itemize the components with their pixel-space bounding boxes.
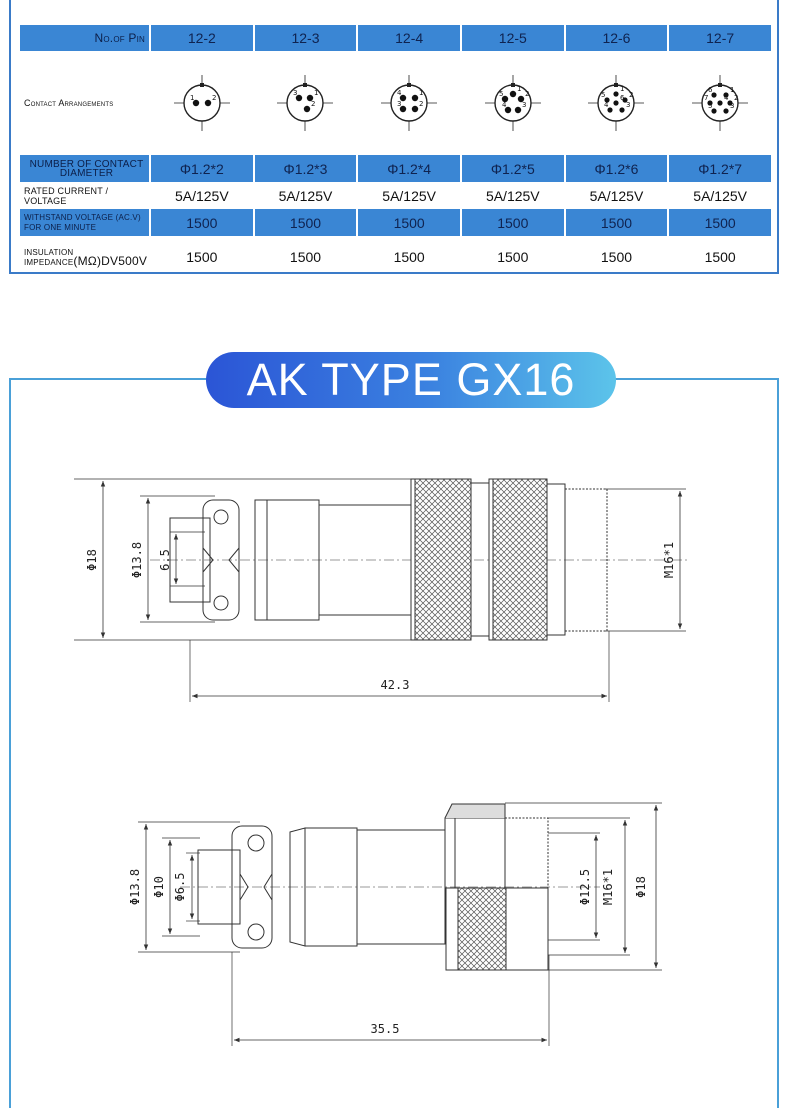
pin-header-4: 12-5 <box>462 25 564 51</box>
pin-number: 5 <box>601 91 606 99</box>
withstand-value: 1500 <box>255 209 357 236</box>
pin-number: 2 <box>311 100 316 108</box>
diameter-label-line1: NUMBER OF CONTACT <box>29 158 144 170</box>
pin-number: 7 <box>704 94 709 102</box>
pin-number: 5 <box>708 102 713 110</box>
pin-header-6: 12-7 <box>669 25 771 51</box>
pin-number: 1 <box>419 89 424 97</box>
dim-bottom-35-5: 35.5 <box>370 1022 400 1036</box>
diameter-value: Φ1.2*5 <box>462 155 564 182</box>
insulation-value: 1500 <box>600 249 633 265</box>
contact-arrangements-label: Contact Arrangements <box>24 98 114 108</box>
dim-top-42-3: 42.3 <box>380 678 410 692</box>
dim-top-phi13-8: Φ13.8 <box>130 541 144 579</box>
insulation-label-line1: INSULATION <box>24 247 74 257</box>
diameter-label-line2: DIAMETER <box>59 167 114 179</box>
pin-number: 6 <box>708 86 713 94</box>
pin-header-label: No.of Pin <box>20 25 149 51</box>
pin-number: 1 <box>730 86 735 94</box>
pin-number: 6 <box>620 94 625 102</box>
pin-number: 1 <box>189 94 195 102</box>
pin-number: 3 <box>521 101 527 109</box>
diameter-value: Φ1.2*7 <box>669 155 771 182</box>
pin-number: 2 <box>524 90 530 98</box>
dim-bottom-phi13-8: Φ13.8 <box>128 868 142 906</box>
section-title: AK TYPE GX16 <box>206 352 616 408</box>
diameter-value: Φ1.2*4 <box>358 155 460 182</box>
withstand-value: 1500 <box>669 209 771 236</box>
rated-value: 5A/125V <box>278 187 333 204</box>
withstand-value: 1500 <box>358 209 460 236</box>
dim-bottom-phi12-5: Φ12.5 <box>578 868 592 906</box>
diameter-value: Φ1.2*2 <box>151 155 253 182</box>
dim-bottom-m16: M16*1 <box>601 868 615 906</box>
pin-number: 2 <box>629 91 634 99</box>
pin-number: 2 <box>734 94 739 102</box>
pin-header-1: 12-2 <box>151 25 253 51</box>
pin-number: 3 <box>397 100 402 108</box>
rated-value: 5A/125V <box>589 187 644 204</box>
pin-number: 4 <box>397 89 402 97</box>
pin-number: 4 <box>501 101 507 109</box>
withstand-value: 1500 <box>151 209 253 236</box>
drawing-bottom <box>138 803 662 1046</box>
dim-bottom-phi6-5: Φ6.5 <box>173 872 187 902</box>
withstand-value: 1500 <box>462 209 564 236</box>
dim-top-phi18: Φ18 <box>85 549 99 571</box>
pin-number: 1 <box>314 89 319 97</box>
pin-header-5: 12-6 <box>566 25 668 51</box>
insulation-value: 1500 <box>704 249 736 265</box>
diameter-value: Φ1.2*3 <box>255 155 357 182</box>
rated-value: 5A/125V <box>174 187 229 204</box>
dim-bottom-phi10: Φ10 <box>152 876 166 898</box>
dim-top-6-5: 6.5 <box>158 549 172 571</box>
pin-header-3: 12-4 <box>358 25 460 51</box>
pin-number: 1 <box>620 85 625 93</box>
pin-number: 4 <box>604 101 609 109</box>
insulation-label-line2: IMPEDANCE <box>24 257 74 267</box>
insulation-value: 1500 <box>497 249 529 265</box>
rated-value: 5A/125V <box>485 187 540 204</box>
withstand-label-line2: FOR ONE MINUTE <box>24 222 97 232</box>
pin-header-2: 12-3 <box>255 25 357 51</box>
insulation-label-unit: (MΩ)DV500V <box>73 253 148 268</box>
dim-top-m16: M16*1 <box>662 541 676 579</box>
rated-label: RATED CURRENT / VOLTAGE <box>24 185 109 206</box>
drawing-top <box>74 479 690 702</box>
pin-number: 3 <box>293 89 298 97</box>
withstand-value: 1500 <box>566 209 668 236</box>
rated-value: 5A/125V <box>382 187 436 204</box>
withstand-label-line1: WITHSTAND VOLTAGE (AC.V) <box>24 212 141 222</box>
pin-number: 1 <box>516 85 522 93</box>
diameter-value: Φ1.2*6 <box>566 155 668 182</box>
dim-bottom-phi18: Φ18 <box>634 876 648 898</box>
pin-number: 2 <box>419 100 424 108</box>
pin-number: 2 <box>211 94 217 102</box>
pin-number: 3 <box>626 101 631 109</box>
insulation-value: 1500 <box>289 249 322 265</box>
pin-number: 5 <box>498 90 504 98</box>
insulation-value: 1500 <box>393 249 425 265</box>
pin-number: 4 <box>724 94 729 102</box>
insulation-value: 1500 <box>186 249 218 265</box>
pin-number: 3 <box>730 102 735 110</box>
rated-value: 5A/125V <box>693 187 747 204</box>
